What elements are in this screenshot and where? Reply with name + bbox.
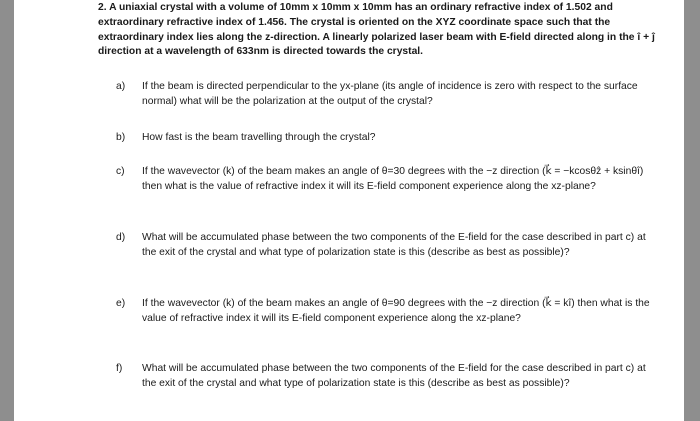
question-label: a): [116, 81, 126, 92]
question-a: [116, 80, 658, 110]
question-text: What will be accumulated phase between the two components of the E-field for the case described in part c) at the exit of the crystal and what type of polarization state is this (describe as best as possible)?: [142, 363, 646, 389]
question-text: How fast is the beam travelling through the crystal?: [142, 132, 376, 143]
question-c: [116, 165, 658, 195]
problem-statement: 2. A uniaxial crystal with a volume of 10mm x 10mm x 10mm has an ordinary refractive index of 1.502 and extraordinary refractive index of 1.456. The crystal is oriented on the XYZ coordinate space such that the extraordinary index lies along the z-direction. A linearly polarized laser beam with E-field directed along in the î + ĵ direction at a wavelength of 633nm is directed towards the crystal.: [98, 2, 655, 58]
question-d: [116, 231, 658, 261]
question-e: [116, 297, 658, 327]
left-border: [0, 0, 14, 421]
question-text: If the wavevector (k) of the beam makes an angle of θ=30 degrees with the −z direction (k⃗ = −kcosθẑ + ksinθî) then what is the value of refractive index it will its E-field component experience along the xz-plane?: [142, 166, 644, 192]
question-text: If the wavevector (k) of the beam makes an angle of θ=90 degrees with the −z direction (k⃗ = kî) then what is the value of refractive index it will its E-field component experience along the xz-plane?: [142, 298, 650, 324]
question-text: What will be accumulated phase between the two components of the E-field for the case described in part c) at the exit of the crystal and what type of polarization state is this (describe as best as possible)?: [142, 232, 646, 258]
question-b: [116, 131, 658, 146]
right-border: [684, 0, 700, 421]
question-label: d): [116, 232, 126, 243]
question-f: [116, 362, 658, 392]
question-label: f): [116, 363, 123, 374]
question-text: If the beam is directed perpendicular to the yx-plane (its angle of incidence is zero with respect to the surface normal) what will be the polarization at the output of the crystal?: [142, 81, 638, 107]
question-label: c): [116, 166, 125, 177]
question-label: b): [116, 132, 126, 143]
question-label: e): [116, 298, 126, 309]
